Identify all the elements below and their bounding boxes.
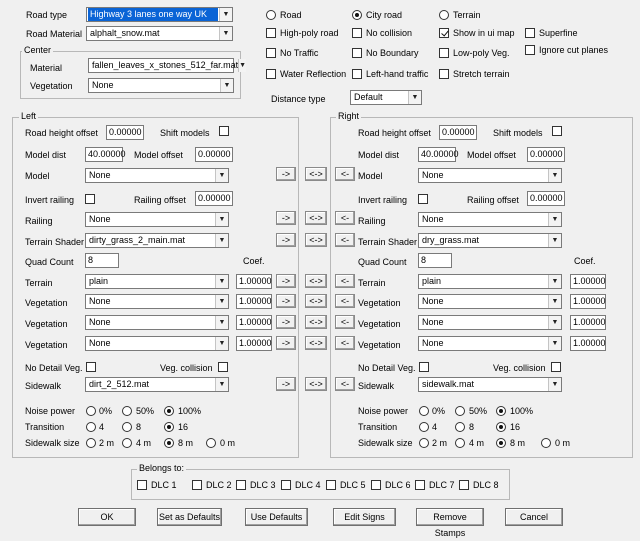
terrain-label: Terrain xyxy=(25,278,53,288)
left-transition-4-radio[interactable] xyxy=(86,422,96,432)
show-in-ui-map-checkbox[interactable] xyxy=(439,28,449,38)
terrain-shader-label: Terrain Shader xyxy=(25,237,85,247)
left-vegetation-2-value: None xyxy=(89,317,111,327)
sidewalk-size-label: Sidewalk size xyxy=(25,438,80,448)
right-veg-collision-checkbox[interactable] xyxy=(551,362,561,372)
right-railing-value: None xyxy=(422,214,444,224)
right-vegetation-1-select[interactable] xyxy=(418,294,562,309)
vegetation-label: Vegetation xyxy=(358,340,401,350)
low-poly-veg-checkbox[interactable] xyxy=(439,48,449,58)
dlc-6-checkbox[interactable] xyxy=(371,480,381,490)
left-noise-50-label: 50% xyxy=(136,406,155,416)
transition-label: Transition xyxy=(25,422,65,432)
dlc-7-checkbox[interactable] xyxy=(415,480,425,490)
right-terrain-coef-field[interactable]: 1.00000 xyxy=(570,274,606,289)
distance-type-value: Default xyxy=(354,92,383,102)
left-model-offset-field[interactable]: 0.00000 xyxy=(195,147,233,162)
quad-count-label: Quad Count xyxy=(358,257,407,267)
left-invert-railing-checkbox[interactable] xyxy=(85,194,95,204)
chevron-down-icon: ▼ xyxy=(408,91,421,104)
no-traffic-checkbox[interactable] xyxy=(266,48,276,58)
right-sidewalk-value: sidewalk.mat xyxy=(422,379,475,389)
copy-terrain-shader-left-button[interactable]: <- xyxy=(335,233,355,247)
belongs-to-title: Belongs to: xyxy=(139,463,185,473)
right-transition-8-label: 8 xyxy=(469,422,475,432)
right-quad-count-field[interactable]: 8 xyxy=(418,253,452,268)
right-model-select[interactable] xyxy=(418,168,562,183)
distance-type-select[interactable] xyxy=(350,90,422,105)
left-size-4m-radio[interactable] xyxy=(122,438,132,448)
copy-terrain-shader-right-button[interactable]: -> xyxy=(276,233,296,247)
copy-vegetation-2-right-button[interactable]: -> xyxy=(276,315,296,329)
chevron-down-icon: ▼ xyxy=(548,316,561,329)
left-noise-100-radio[interactable] xyxy=(164,406,174,416)
right-road-height-offset-field[interactable]: 0.00000 xyxy=(439,125,477,140)
center-group-title: Center xyxy=(24,45,52,55)
chevron-down-icon: ▼ xyxy=(238,59,246,72)
left-veg-collision-checkbox[interactable] xyxy=(218,362,228,372)
chevron-down-icon: ▼ xyxy=(215,337,228,350)
right-terrain-shader-select[interactable] xyxy=(418,233,562,248)
dlc-3-label: DLC 3 xyxy=(250,480,276,490)
no-collision-checkbox[interactable] xyxy=(352,28,362,38)
low-poly-veg-label: Low-poly Veg. xyxy=(453,48,510,58)
veg-collision-label: Veg. collision xyxy=(160,363,213,373)
right-noise-0-label: 0% xyxy=(432,406,446,416)
coef-label: Coef. xyxy=(574,256,596,266)
shift-models-label: Shift models xyxy=(160,128,210,138)
chevron-down-icon: ▼ xyxy=(219,8,232,21)
left-railing-select[interactable] xyxy=(85,212,229,227)
swap-model-button[interactable]: <-> xyxy=(305,167,327,181)
left-size-2m-radio[interactable] xyxy=(86,438,96,448)
right-size-0m-label: 0 m xyxy=(555,438,571,448)
left-vegetation-1-value: None xyxy=(89,296,111,306)
center-vegetation-label: Vegetation xyxy=(30,81,73,91)
left-terrain-coef-field[interactable]: 1.00000 xyxy=(236,274,272,289)
swap-vegetation-2-button[interactable]: <-> xyxy=(305,315,327,329)
copy-sidewalk-left-button[interactable]: <- xyxy=(335,377,355,391)
dlc-4-label: DLC 4 xyxy=(295,480,321,490)
left-size-4m-label: 4 m xyxy=(136,438,152,448)
use-defaults-button[interactable]: Use Defaults xyxy=(245,508,308,526)
left-noise-0-label: 0% xyxy=(99,406,113,416)
left-model-select[interactable] xyxy=(85,168,229,183)
water-reflection-label: Water Reflection xyxy=(280,69,347,79)
vegetation-label: Vegetation xyxy=(25,340,68,350)
left-model-dist-field[interactable]: 40.00000 xyxy=(85,147,123,162)
chevron-down-icon: ▼ xyxy=(215,275,228,288)
road-radio-label: Road xyxy=(280,10,302,20)
chevron-down-icon: ▼ xyxy=(220,79,233,92)
left-quad-count-field[interactable]: 8 xyxy=(85,253,119,268)
dlc-4-checkbox[interactable] xyxy=(281,480,291,490)
sidewalk-size-label: Sidewalk size xyxy=(358,438,413,448)
set-as-defaults-button[interactable]: Set as Defaults xyxy=(157,508,222,526)
right-model-value: None xyxy=(422,170,444,180)
right-terrain-shader-value: dry_grass.mat xyxy=(422,235,480,245)
railing-offset-label: Railing offset xyxy=(134,195,186,205)
dlc-1-checkbox[interactable] xyxy=(137,480,147,490)
right-transition-16-radio[interactable] xyxy=(496,422,506,432)
chevron-down-icon: ▼ xyxy=(215,213,228,226)
dlc-2-checkbox[interactable] xyxy=(192,480,202,490)
center-vegetation-select[interactable] xyxy=(88,78,234,93)
swap-sidewalk-button[interactable]: <-> xyxy=(305,377,327,391)
copy-terrain-left-button[interactable]: <- xyxy=(335,274,355,288)
railing-offset-label: Railing offset xyxy=(467,195,519,205)
left-vegetation-3-coef-field[interactable]: 1.00000 xyxy=(236,336,272,351)
dlc-5-label: DLC 5 xyxy=(340,480,366,490)
left-no-detail-veg-checkbox[interactable] xyxy=(86,362,96,372)
dlc-3-checkbox[interactable] xyxy=(236,480,246,490)
right-size-8m-radio[interactable] xyxy=(496,438,506,448)
left-shift-models-checkbox[interactable] xyxy=(219,126,229,136)
right-noise-100-label: 100% xyxy=(510,406,534,416)
left-vegetation-1-select[interactable] xyxy=(85,294,229,309)
chevron-down-icon: ▼ xyxy=(548,213,561,226)
right-railing-select[interactable] xyxy=(418,212,562,227)
chevron-down-icon: ▼ xyxy=(548,337,561,350)
left-transition-16-radio[interactable] xyxy=(164,422,174,432)
no-detail-veg-label: No Detail Veg. xyxy=(358,363,416,373)
right-size-4m-radio[interactable] xyxy=(455,438,465,448)
road-material-select[interactable] xyxy=(86,26,233,41)
right-noise-50-label: 50% xyxy=(469,406,488,416)
right-vegetation-3-select[interactable] xyxy=(418,336,562,351)
ok-button[interactable]: OK xyxy=(78,508,136,526)
high-poly-road-checkbox[interactable] xyxy=(266,28,276,38)
road-radio[interactable] xyxy=(266,10,276,20)
left-railing-value: None xyxy=(89,214,111,224)
vegetation-label: Vegetation xyxy=(358,319,401,329)
sidewalk-label: Sidewalk xyxy=(358,381,395,391)
right-terrain-select[interactable] xyxy=(418,274,562,289)
city-road-radio-label: City road xyxy=(366,10,403,20)
road-material-label: Road Material xyxy=(26,29,83,39)
left-size-0m-radio[interactable] xyxy=(206,438,216,448)
shift-models-label: Shift models xyxy=(493,128,543,138)
left-vegetation-2-coef-field[interactable]: 1.00000 xyxy=(236,315,272,330)
right-noise-0-radio[interactable] xyxy=(419,406,429,416)
model-offset-label: Model offset xyxy=(134,150,183,160)
road-height-offset-label: Road height offset xyxy=(25,128,98,138)
road-material-value: alphalt_snow.mat xyxy=(90,28,160,38)
sidewalk-label: Sidewalk xyxy=(25,381,62,391)
left-sidewalk-select[interactable] xyxy=(85,377,229,392)
left-hand-traffic-checkbox[interactable] xyxy=(352,69,362,79)
road-type-select[interactable] xyxy=(86,7,233,22)
right-transition-16-label: 16 xyxy=(510,422,521,432)
water-reflection-checkbox[interactable] xyxy=(266,69,276,79)
chevron-down-icon: ▼ xyxy=(548,295,561,308)
left-terrain-shader-value: dirty_grass_2_main.mat xyxy=(89,235,186,245)
cancel-button[interactable]: Cancel xyxy=(505,508,563,526)
noise-power-label: Noise power xyxy=(25,406,76,416)
center-material-value: fallen_leaves_x_stones_512_far.mat xyxy=(92,60,239,70)
terrain-shader-label: Terrain Shader xyxy=(358,237,418,247)
left-terrain-value: plain xyxy=(89,276,109,286)
right-terrain-value: plain xyxy=(422,276,442,286)
right-railing-offset-field[interactable]: 0.00000 xyxy=(527,191,565,206)
no-traffic-label: No Traffic xyxy=(280,48,319,58)
dlc-1-label: DLC 1 xyxy=(151,480,177,490)
railing-label: Railing xyxy=(25,216,53,226)
ignore-cut-planes-label: Ignore cut planes xyxy=(539,45,609,55)
no-detail-veg-label: No Detail Veg. xyxy=(25,363,83,373)
left-model-value: None xyxy=(89,170,111,180)
left-terrain-shader-select[interactable] xyxy=(85,233,229,248)
right-no-detail-veg-checkbox[interactable] xyxy=(419,362,429,372)
model-offset-label: Model offset xyxy=(467,150,516,160)
road-type-label: Road type xyxy=(26,10,68,20)
right-noise-100-radio[interactable] xyxy=(496,406,506,416)
road-type-value: Highway 3 lanes one way UK xyxy=(88,8,218,21)
right-vegetation-2-coef-field[interactable]: 1.00000 xyxy=(570,315,606,330)
left-transition-4-label: 4 xyxy=(99,422,105,432)
left-hand-traffic-label: Left-hand traffic xyxy=(366,69,429,79)
stretch-terrain-label: Stretch terrain xyxy=(453,69,510,79)
chevron-down-icon: ▼ xyxy=(219,27,232,40)
model-dist-label: Model dist xyxy=(358,150,400,160)
right-vegetation-3-value: None xyxy=(422,338,444,348)
copy-railing-left-button[interactable]: <- xyxy=(335,211,355,225)
superfine-label: Superfine xyxy=(539,28,578,38)
no-boundary-checkbox[interactable] xyxy=(352,48,362,58)
high-poly-road-label: High-poly road xyxy=(280,28,339,38)
left-transition-8-radio[interactable] xyxy=(122,422,132,432)
left-size-8m-label: 8 m xyxy=(178,438,194,448)
no-boundary-label: No Boundary xyxy=(366,48,419,58)
chevron-down-icon: ▼ xyxy=(215,234,228,247)
railing-label: Railing xyxy=(358,216,386,226)
right-size-2m-label: 2 m xyxy=(432,438,448,448)
transition-label: Transition xyxy=(358,422,398,432)
right-transition-8-radio[interactable] xyxy=(455,422,465,432)
noise-power-label: Noise power xyxy=(358,406,409,416)
copy-model-left-button[interactable]: <- xyxy=(335,167,355,181)
left-transition-8-label: 8 xyxy=(136,422,142,432)
superfine-checkbox[interactable] xyxy=(525,28,535,38)
ignore-cut-planes-checkbox[interactable] xyxy=(525,45,535,55)
city-road-radio[interactable] xyxy=(352,10,362,20)
dlc-7-label: DLC 7 xyxy=(429,480,455,490)
chevron-down-icon: ▼ xyxy=(548,378,561,391)
right-vegetation-3-coef-field[interactable]: 1.00000 xyxy=(570,336,606,351)
left-size-2m-label: 2 m xyxy=(99,438,115,448)
terrain-label: Terrain xyxy=(358,278,386,288)
left-group-title: Left xyxy=(21,111,37,121)
right-group-title: Right xyxy=(338,111,360,121)
vegetation-label: Vegetation xyxy=(25,298,68,308)
distance-type-label: Distance type xyxy=(271,94,326,104)
left-noise-0-radio[interactable] xyxy=(86,406,96,416)
copy-vegetation-2-left-button[interactable]: <- xyxy=(335,315,355,329)
right-transition-4-radio[interactable] xyxy=(419,422,429,432)
left-vegetation-3-value: None xyxy=(89,338,111,348)
invert-railing-label: Invert railing xyxy=(358,195,408,205)
center-vegetation-value: None xyxy=(92,80,114,90)
quad-count-label: Quad Count xyxy=(25,257,74,267)
right-model-offset-field[interactable]: 0.00000 xyxy=(527,147,565,162)
vegetation-label: Vegetation xyxy=(25,319,68,329)
swap-railing-button[interactable]: <-> xyxy=(305,211,327,225)
road-height-offset-label: Road height offset xyxy=(358,128,431,138)
right-shift-models-checkbox[interactable] xyxy=(552,126,562,136)
stretch-terrain-checkbox[interactable] xyxy=(439,69,449,79)
left-terrain-select[interactable] xyxy=(85,274,229,289)
swap-vegetation-3-button[interactable]: <-> xyxy=(305,336,327,350)
right-invert-railing-checkbox[interactable] xyxy=(418,194,428,204)
right-size-4m-label: 4 m xyxy=(469,438,485,448)
right-size-2m-radio[interactable] xyxy=(419,438,429,448)
no-collision-label: No collision xyxy=(366,28,413,38)
dlc-8-checkbox[interactable] xyxy=(459,480,469,490)
right-vegetation-2-value: None xyxy=(422,317,444,327)
left-sidewalk-value: dirt_2_512.mat xyxy=(89,379,150,389)
left-transition-16-label: 16 xyxy=(178,422,189,432)
copy-railing-right-button[interactable]: -> xyxy=(276,211,296,225)
left-road-height-offset-field[interactable]: 0.00000 xyxy=(106,125,144,140)
left-size-0m-label: 0 m xyxy=(220,438,236,448)
right-noise-50-radio[interactable] xyxy=(455,406,465,416)
copy-vegetation-3-right-button[interactable]: -> xyxy=(276,336,296,350)
right-transition-4-label: 4 xyxy=(432,422,438,432)
model-label: Model xyxy=(25,171,50,181)
swap-terrain-shader-button[interactable]: <-> xyxy=(305,233,327,247)
chevron-down-icon: ▼ xyxy=(215,295,228,308)
right-size-0m-radio[interactable] xyxy=(541,438,551,448)
left-size-8m-radio[interactable] xyxy=(164,438,174,448)
chevron-down-icon: ▼ xyxy=(548,169,561,182)
copy-sidewalk-right-button[interactable]: -> xyxy=(276,377,296,391)
dlc-8-label: DLC 8 xyxy=(473,480,499,490)
veg-collision-label: Veg. collision xyxy=(493,363,546,373)
copy-vegetation-1-right-button[interactable]: -> xyxy=(276,294,296,308)
chevron-down-icon: ▼ xyxy=(548,234,561,247)
vegetation-label: Vegetation xyxy=(358,298,401,308)
dlc-6-label: DLC 6 xyxy=(385,480,411,490)
copy-model-right-button[interactable]: -> xyxy=(276,167,296,181)
copy-vegetation-1-left-button[interactable]: <- xyxy=(335,294,355,308)
right-sidewalk-select[interactable] xyxy=(418,377,562,392)
right-vegetation-1-coef-field[interactable]: 1.00000 xyxy=(570,294,606,309)
dlc-5-checkbox[interactable] xyxy=(326,480,336,490)
right-vegetation-1-value: None xyxy=(422,296,444,306)
terrain-radio-label: Terrain xyxy=(453,10,481,20)
chevron-down-icon: ▼ xyxy=(215,316,228,329)
left-vegetation-3-select[interactable] xyxy=(85,336,229,351)
center-material-label: Material xyxy=(30,63,63,73)
invert-railing-label: Invert railing xyxy=(25,195,75,205)
edit-signs-button[interactable]: Edit Signs xyxy=(333,508,396,526)
swap-vegetation-1-button[interactable]: <-> xyxy=(305,294,327,308)
left-vegetation-2-select[interactable] xyxy=(85,315,229,330)
chevron-down-icon: ▼ xyxy=(215,169,228,182)
remove-stamps-button[interactable]: Remove Stamps xyxy=(416,508,484,526)
show-in-ui-map-label: Show in ui map xyxy=(453,28,515,38)
terrain-radio[interactable] xyxy=(439,10,449,20)
model-dist-label: Model dist xyxy=(25,150,67,160)
copy-vegetation-3-left-button[interactable]: <- xyxy=(335,336,355,350)
chevron-down-icon: ▼ xyxy=(215,378,228,391)
swap-terrain-button[interactable]: <-> xyxy=(305,274,327,288)
right-size-8m-label: 8 m xyxy=(510,438,526,448)
left-vegetation-1-coef-field[interactable]: 1.00000 xyxy=(236,294,272,309)
coef-label: Coef. xyxy=(243,256,265,266)
chevron-down-icon: ▼ xyxy=(548,275,561,288)
right-model-dist-field[interactable]: 40.00000 xyxy=(418,147,456,162)
right-vegetation-2-select[interactable] xyxy=(418,315,562,330)
copy-terrain-right-button[interactable]: -> xyxy=(276,274,296,288)
dlc-2-label: DLC 2 xyxy=(206,480,232,490)
model-label: Model xyxy=(358,171,383,181)
left-noise-100-label: 100% xyxy=(178,406,202,416)
center-material-select[interactable] xyxy=(88,58,247,73)
left-noise-50-radio[interactable] xyxy=(122,406,132,416)
left-railing-offset-field[interactable]: 0.00000 xyxy=(195,191,233,206)
